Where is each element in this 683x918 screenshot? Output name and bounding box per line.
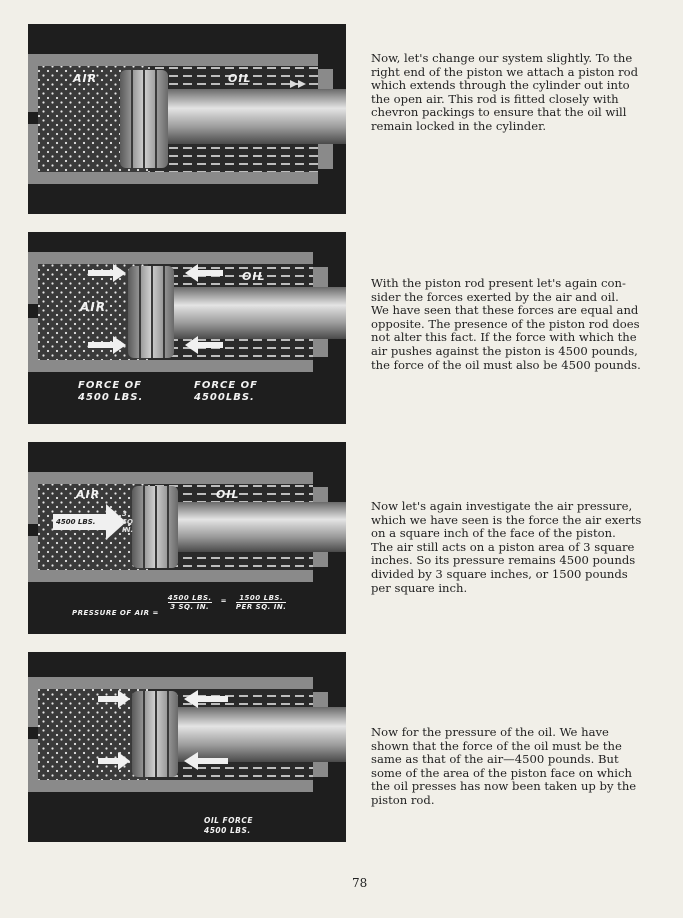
pressure-formula: PRESSURE OF AIR = 4500 LBS. 3 SQ. IN. = 1500 LBS. PER SQ. IN. (72, 594, 287, 617)
cylinder-drawing (28, 24, 346, 214)
illustration-oil-force (28, 652, 346, 842)
oil-force-label: OIL FORCE 4500 LBS. (204, 816, 253, 835)
oil-label: OIL (216, 488, 240, 501)
page-number: 78 (352, 876, 368, 890)
illustration-air-pressure (28, 442, 346, 634)
paragraph-1: Now, let's change our system slightly. To the right end of the piston we attach a piston rod which extends through the cylinder out into the open air. This rod is fitted closely with chevron packings to ensure that the oil will remain locked in the cylinder. (371, 51, 639, 133)
cylinder-drawing (28, 652, 346, 842)
paragraph-4: Now for the pressure of the oil. We have shown that the force of the oil must be the same as that of the air—4500 pounds. But some of the area of the piston face on which the oil presses has now been taken up by the piston rod. (371, 725, 637, 807)
arrow-force-label: 4500 LBS. (56, 518, 96, 526)
cylinder-drawing (28, 232, 346, 424)
force-right-label: FORCE OF 4500LBS. (194, 380, 259, 403)
air-label: AIR (76, 488, 101, 501)
air-label: AIR (73, 72, 98, 85)
force-left-label: FORCE OF 4500 LBS. (78, 380, 144, 403)
piston-area-label: 3 SQ IN. (122, 510, 134, 534)
paragraph-3: Now let's again investigate the air pressure, which we have seen is the force the air exerts on a square inch of the face of the piston. The air still acts on a piston area of 3 square inches. So its pressure remains 4500 pounds divided by 3 square inches, or 1500 pounds per square inch. (371, 499, 642, 595)
oil-label: OIL (228, 72, 252, 85)
air-label: AIR (80, 300, 106, 314)
illustration-equal-forces (28, 232, 346, 424)
illustration-piston-rod (28, 24, 346, 214)
oil-label: OIL (242, 270, 266, 283)
paragraph-2: With the piston rod present let's again con- sider the forces exerted by the air and oil. We have seen that these forces are equal and opposite. The presence of the piston rod does not alter this fact. If the force with which the air pushes against the piston is 4500 pounds, the force of the oil must also be 4500 pounds. (371, 276, 641, 372)
